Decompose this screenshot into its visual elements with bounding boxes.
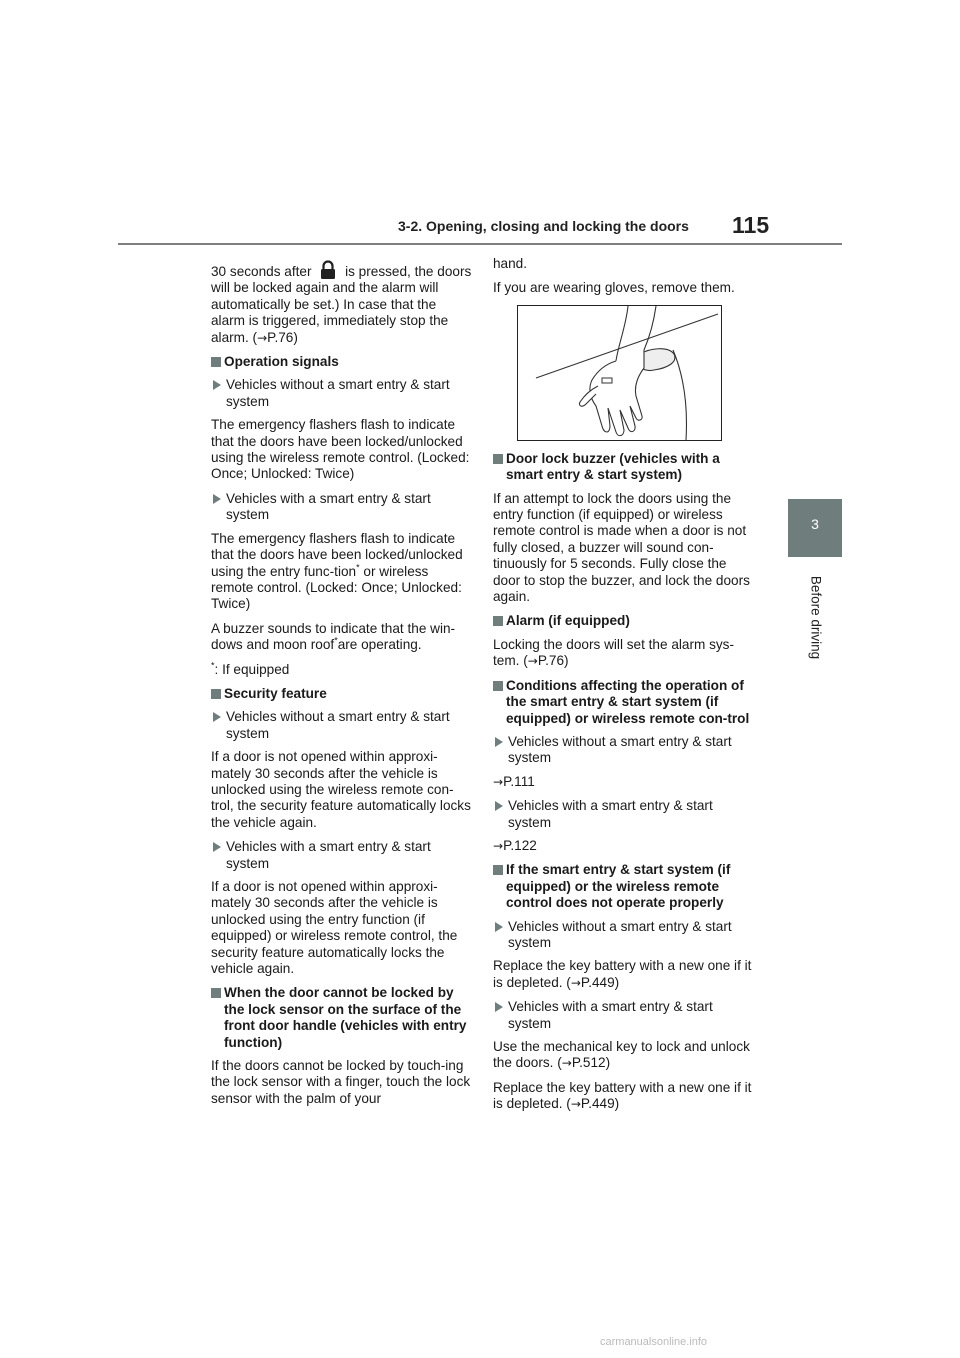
bullet-with-smart-entry: Vehicles with a smart entry & start system xyxy=(211,839,473,872)
bullet-with-smart-entry: Vehicles with a smart entry & start system xyxy=(493,999,755,1032)
heading-security-feature: Security feature xyxy=(211,686,473,702)
paragraph-flash-1: The emergency flashers flash to indicate that the doors have been locked/unlocked using the wireless remote control. (Locked: Once; Unlocked: Twice) xyxy=(211,417,470,482)
paragraph-security-1: If a door is not opened within approxi-mately 30 seconds after the vehicle is unlocked using the wireless remote con-trol, the security feature automatically locks the vehicle again. xyxy=(211,749,471,830)
reference-line: →P.111 xyxy=(493,773,535,789)
intro-paragraph: 30 seconds after is pressed, the doors will be locked again and the alarm will automatically be set.) In case that the alarm is triggered, immediately stop the alarm. (→P.76) xyxy=(211,260,473,346)
heading-conditions: Conditions affecting the operation of the smart entry & start system (if equipped) or wireless remote con-trol xyxy=(493,678,755,727)
paragraph-mechanical-key: Use the mechanical key to lock and unlock the doors. (→P.512) xyxy=(493,1039,750,1071)
paragraph-hand: hand. xyxy=(493,256,528,271)
ref-p449[interactable]: P.449) xyxy=(580,1096,620,1112)
chapter-label xyxy=(806,565,826,675)
ref-p449[interactable]: P.449) xyxy=(580,974,620,990)
footnote: *: If equipped xyxy=(211,660,290,677)
heading-operation-signals: Operation signals xyxy=(211,354,473,370)
paragraph-flash-2: The emergency flashers flash to indicate that the doors have been locked/unlocked using the entry func-tion* or wireless remote control. (Locked: Once; Unlocked: Twice) xyxy=(211,530,463,612)
paragraph-buzzer: A buzzer sounds to indicate that the win-dows and moon roof*are operating. xyxy=(211,620,456,653)
bullet-with-smart-entry: Vehicles with a smart entry & start system xyxy=(211,491,473,524)
illustration-palm-on-door-handle xyxy=(517,305,722,441)
paragraph-gloves: If you are wearing gloves, remove them. xyxy=(493,280,735,296)
bullet-without-smart-entry: Vehicles without a smart entry & start system xyxy=(493,919,755,952)
section-title: 3-2. Opening, closing and locking the doors xyxy=(398,218,689,234)
paragraph-alarm: Locking the doors will set the alarm sys-tem. (→P.76) xyxy=(493,636,735,669)
left-column xyxy=(211,260,473,1115)
lock-icon xyxy=(319,260,337,280)
ref-p512[interactable]: P.512) xyxy=(571,1055,611,1071)
ref-p122[interactable]: P.122 xyxy=(503,837,537,853)
bullet-with-smart-entry: Vehicles with a smart entry & start system xyxy=(493,798,755,831)
paragraph-door-lock-buzzer: If an attempt to lock the doors using the entry function (if equipped) or wireless remote control is made when a door is not fully closed, a buzzer will sound con-tinuously for 5 seconds. Fully close the door to stop the buzzer, and lock the doors again. xyxy=(493,490,750,605)
watermark: carmanualsonline.info xyxy=(600,1336,708,1348)
heading-cannot-lock: When the door cannot be locked by the lock sensor on the surface of the front door handle (vehicles with entry function) xyxy=(211,985,473,1051)
chapter-tab[interactable] xyxy=(788,499,842,557)
paragraph-security-2: If a door is not opened within approxi-mately 30 seconds after the vehicle is unlocked using the entry function (if equipped) or wireless remote control, the security feature automatically locks the vehicle again. xyxy=(211,879,458,977)
heading-alarm: Alarm (if equipped) xyxy=(493,613,755,629)
heading-door-lock-buzzer: Door lock buzzer (vehicles with a smart entry & start system) xyxy=(493,451,755,484)
ref-p76[interactable]: P.76) xyxy=(537,653,569,669)
paragraph-replace-battery: Replace the key battery with a new one if it is depleted. (→P.449) xyxy=(493,958,752,990)
ref-p111[interactable]: P.111 xyxy=(503,773,535,789)
heading-not-operate: If the smart entry & start system (if equipped) or the wireless remote control does not operate properly xyxy=(493,862,755,911)
chapter-title: Before driving xyxy=(808,575,824,660)
reference-line: →P.122 xyxy=(493,837,537,853)
paragraph-cannot-lock: If the doors cannot be locked by touch-ing the lock sensor with a finger, touch the lock sensor with the palm of your xyxy=(211,1058,471,1106)
header-rule xyxy=(118,243,842,245)
bullet-without-smart-entry: Vehicles without a smart entry & start system xyxy=(211,377,473,410)
chapter-number: 3 xyxy=(811,516,819,532)
bullet-without-smart-entry: Vehicles without a smart entry & start system xyxy=(211,709,473,742)
right-column xyxy=(493,256,755,1121)
page-number: 115 xyxy=(732,212,770,238)
ref-p76[interactable]: P.76) xyxy=(267,329,298,345)
hand-door-handle-image xyxy=(518,306,721,440)
paragraph-replace-battery: Replace the key battery with a new one if it is depleted. (→P.449) xyxy=(493,1079,752,1112)
bullet-without-smart-entry: Vehicles without a smart entry & start system xyxy=(493,734,755,767)
